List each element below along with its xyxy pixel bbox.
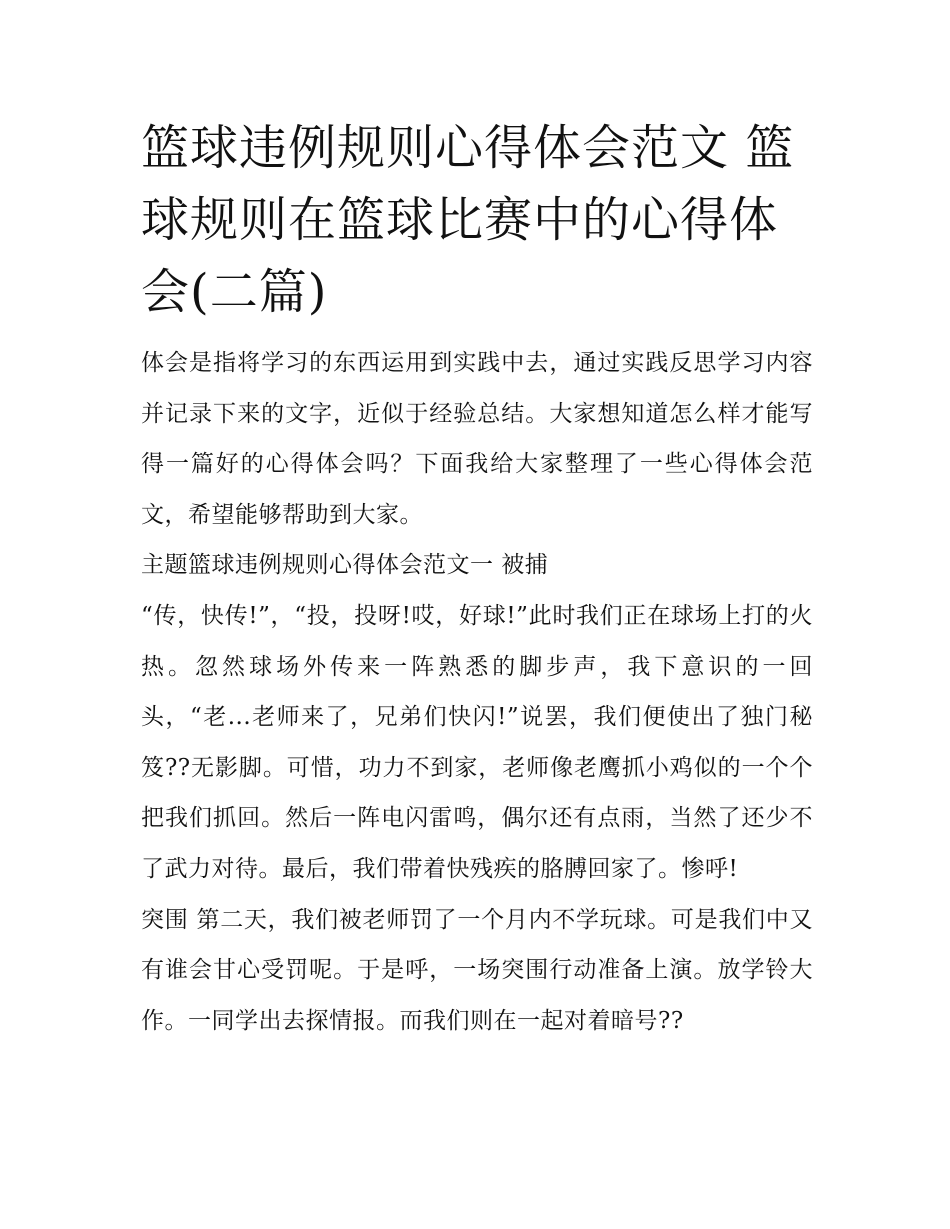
story-paragraph: “传，快传!”，“投，投呀!哎，好球!”此时我们正在球场上打的火热。忽然球场外传来一阵熟悉的脚步声，我下意识的一回头，“老...老师来了，兄弟们快闪!”说罢，我们便使出了独门秘笈??无影脚。可惜，功力不到家，老师像老鹰抓小鸡似的一个个把我们抓回。然后一阵电闪雷鸣，偶尔还有点雨，当然了还少不了武力对待。最后，我们带着快残疾的胳膊回家了。惨呼! [141,602,813,882]
intro-paragraph: 体会是指将学习的东西运用到实践中去，通过实践反思学习内容并记录下来的文字，近似于经验总结。大家想知道怎么样才能写得一篇好的心得体会吗？下面我给大家整理了一些心得体会范文，希望能够帮助到大家。 [141,350,813,528]
document-content [141,112,813,1046]
document-title: 篮球违例规则心得体会范文 篮球规则在篮球比赛中的心得体会(二篇) [141,120,795,320]
document-body [141,338,813,1046]
section-heading: 主题篮球违例规则心得体会范文一 被捕 [141,552,549,579]
continuation-paragraph: 突围 第二天，我们被老师罚了一个月内不学玩球。可是我们中又有谁会甘心受罚呢。于是呼，一场突围行动准备上演。放学铃大作。一同学出去探情报。而我们则在一起对着暗号?? [141,906,813,1034]
